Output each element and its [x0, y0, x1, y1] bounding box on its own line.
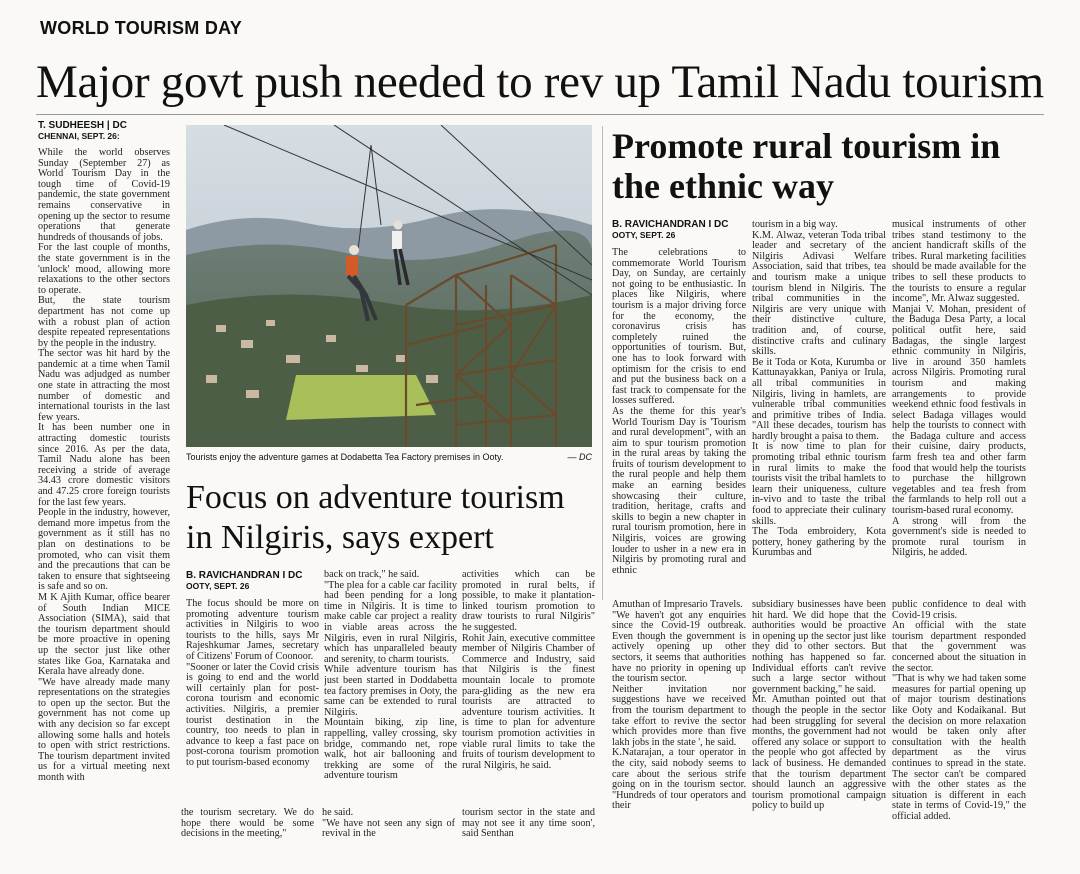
main-story-continuation-4: Amuthan of Impresario Travels. "We haven't got any enquiries since the Covid-19 outbreak. Even though the government is actively opening up other sectors, it seems that authorities have no priority in opening up the tourism sector. Neither invitation nor suggestions have we received from the tourism department to take effort to revive the sector which provides more than five lakh jobs in the state ', he said. K.Natarajan, a tour operator in the city, said nobody seems to care about the serious strife going on in the tourism sector. "Hundreds of tour operators and their [612, 600, 746, 812]
photo-caption [186, 452, 592, 462]
adventure-headline: Focus on adventure tourism in Nilgiris, says expert [186, 479, 565, 556]
main-headline: Major govt push needed to rev up Tamil Nadu tourism [36, 56, 1044, 108]
main-story-continuation-1: the tourism secretary. We do hope there would be some decisions in the meeting," [181, 808, 314, 840]
rural-headline: Promote rural tourism in the ethnic way [612, 126, 1001, 206]
adventure-column-3: activities which can be promoted in rural belts, if possible, to make it plantation-linked tourism promotion to draw tourists to rural Nilgiris" he suggested. Rohit Jain, executive committee member of Nilgiris Chamber of Commerce and Industry, said that Nilgiris is the finest mountain locale to promote para-gliding as the new era tourists are attracted to adventure tourism activities. It is time to plan for adventure tourism promotion activities in viable rural limits to take the fruits of tourism development to rural Nilgiris, he said. [462, 570, 595, 771]
photo-caption-text: Tourists enjoy the adventure games at Dodabetta Tea Factory premises in Ooty. [186, 452, 504, 462]
rural-byline: B. RAVICHANDRAN I DC [612, 219, 729, 230]
zipline-photo [186, 125, 592, 447]
column-rule [602, 126, 603, 600]
adventure-byline: B. RAVICHANDRAN I DC [186, 570, 303, 581]
headline-rule [36, 114, 1044, 115]
adventure-column-1: The focus should be more on promoting adventure tourism activities in Nilgiris to woo tourists to the hills, says Mr Rajeshkumar James, secretary of Citizens' Forum of Coonoor. "Sooner or later the Covid crisis is going to end and the world will certainly plan for post-corona tourism and economic activities. Nilgiris, a premier tourist destination in the country, too needs to plan in advance to keep a fast pace on post-corona tourism promotion to put tourism-based economy [186, 599, 319, 768]
main-story-column-1: While the world observes Sunday (September 27) as World Tourism Day in the tough time of Covid-19 pandemic, the state government remains conservative in opening up the sector to resume operations that generate hundreds of thousands of jobs. For the last couple of months, the state government is in the 'unlock' mood, allowing more relaxations to the other sectors to operate. But, the state tourism department has not come up with a robust plan of action despite repeated representations by the people in the industry. The sector was hit hard by the pandemic at a time when Tamil Nadu was adjudged as number one state in attracting the most number of domestic and international tourists in the last few years. It has been number one in attracting domestic tourists since 2016. As per the data, Tamil Nadu alone has been receiving a stride of average 34.43 crore domestic visitors and 47.25 crore foreign tourists for the last few years. People in the industry, however, demand more impetus from the government as it still has no plan on destinations to be promoted, who can visit them and the precautions that can be taken to ensure that sightseeing is safe and so on. M K Ajith Kumar, office bearer of South Indian MICE Association (SIMA), said that the tourism department should be more proactive in opening up the sector just like other states like Goa, Karnataka and Kerala have already done. "We have already made many representations on the strategies to open up the sector. But the government has not come up with any decision so far except allowing some halls and hotels to open with strict restrictions. The tourism department invited us for a virtual meeting next month with [38, 148, 170, 784]
main-story-continuation-3: tourism sector in the state and may not see it any time soon', said Senthan [462, 808, 595, 840]
adventure-dateline: OOTY, SEPT. 26 [186, 581, 250, 591]
rural-dateline: OOTY, SEPT. 26 [612, 230, 676, 240]
zipline-photo-illustration [186, 125, 592, 447]
main-byline: T. SUDHEESH | DC [38, 120, 127, 131]
photo-credit: — DC [567, 452, 592, 462]
main-dateline: CHENNAI, SEPT. 26: [38, 131, 120, 141]
adventure-column-2: back on track," he said. "The plea for a cable car facility had been pending for a long time in Nilgiris. It is time to make cable car project a reality in viable areas across the Nilgiris, even in rural Nilgiris, which has unparalleled beauty and serenity, to charm tourists. While adventure tourism has just been started in Doddabetta tea factory premises in Ooty, the same can be extended to rural Nilgiris. Mountain biking, zip line, rappelling, valley crossing, sky bridge, commando net, rope walk, hot air ballooning and trekking are some of the adventure tourism [324, 570, 457, 782]
rural-column-3: musical instruments of other tribes stand testimony to the ancient handicraft skills of the tribes. Rural marketing facilities should be made available for the tribes to sell these products to the tourists to ensure a regular income", Mr. Alwaz suggested. Manjai V. Mohan, president of the Baduga Desa Party, a local political outfit here, said Badagas, the single largest ethnic community in Nilgiris, live in around 350 hamlets across Nilgiris. Promoting rural tourism and making arrangements to provide weekend ethnic food festivals in select Badaga villages would help the tourists to connect with the Badaga culture and access their cuisine, dairy products, farm fresh tea and other farm food that would help the tourists to purchase the hillgrown vegetables and tea fresh from the farmlands to help roll out a tourism-based rural economy. A strong will from the government's side is needed to promote rural tourism in Nilgiris, he added. [892, 220, 1026, 559]
rural-column-1: The celebrations to commemorate World Tourism Day, on Sunday, are certainly not going to be enthusiastic. In places like Nilgiris, where tourism is a major driving force for the economy, the coronavirus crisis has completely ruined the opportunities of tourism. But, one has to look forward with optimism for the crisis to end and put the business back on a fast track to compensate for the losses suffered. As the theme for this year's World Tourism Day is 'Tourism and rural development", with an aim to spur tourism promotion in the rural areas by taking the fruits of tourism development to the rural people and help them make an earning besides showcasing their culture, tradition, heritage, crafts and skills to begin a new chapter in rural tourism promotion, here in Nilgiris, voices are growing louder to usher in a new era in Nilgiris by promoting rural and ethnic [612, 248, 746, 576]
section-kicker: WORLD TOURISM DAY [40, 18, 243, 38]
main-story-continuation-6: public confidence to deal with Covid-19 crisis. An official with the state tourism department responded that the government was concerned about the situation in the sector. "That is why we had taken some measures for partial opening up of major tourism destinations like Ooty and Kodaikanal. But the decision on more relaxation would be taken only after consultation with the health department as the virus continues to spread in the state. The sector can't be compared with the other states as the situation is different in each state in terms of Covid-19," the official added. [892, 600, 1026, 822]
main-story-continuation-5: subsidiary businesses have been hit hard. We did hope that the authorities would be proactive in opening up the sector just like they did to other sectors. But nothing has happened so far. Individual efforts can't revive such a large sector without government backing," he said. Mr. Amuthan pointed out that though the people in the sector had been struggling for several months, the government had not offered any solace or support to the people who got affected by lack of business. He demanded that the tourism department should launch an aggressive tourism promotional campaign policy to build up [752, 600, 886, 812]
main-story-continuation-2: he said. "We have not seen any sign of revival in the [322, 808, 455, 840]
rural-column-2: tourism in a big way. K.M. Alwaz, veteran Toda tribal leader and secretary of the Nilgiris Adivasi Welfare Association, said that tribes, tea and tourism make a unique tourism blend in Nilgiris. The tribal communities in the Nilgiris are very unique with their distinctive culture, tradition and, of course, distinctive crafts and culinary skills. Be it Toda or Kota, Kurumba or Kattunayakkan, Paniya or Irula, all tribal communities in Nilgiris, living in hamlets, are vulnerable tribal communities and primitive tribes of India. "All these decades, tourism has hardly brought a paisa to them. It is now time to plan for promoting tribal ethnic tourism in rural limits to make the tourists visit the tribal hamlets to learn their uniqueness, culture in-vivo and to taste the tribal food to appreciate their culinary skills. The Toda embroidery, Kota pottery, honey gathering by the Kurumbas and [752, 220, 886, 559]
